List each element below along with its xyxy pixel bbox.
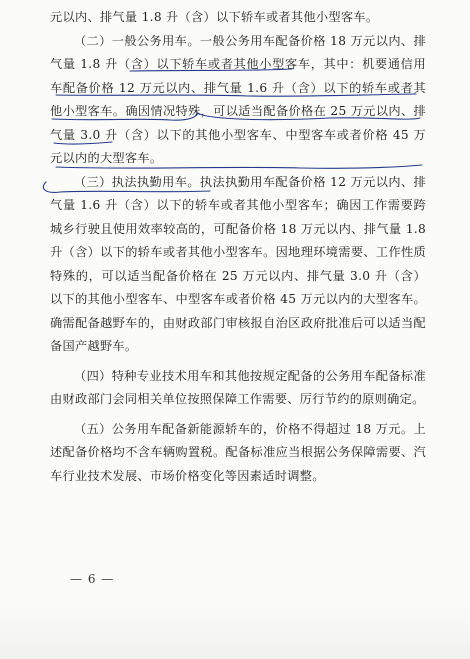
page-number: — 6 —: [70, 572, 115, 586]
paragraph-general-vehicles: （二）一般公务用车。一般公务用车配备价格 18 万元以内、排气量 1.8 升（含）以下轿车或者其他小型客车，其中：机要通信用车配备价格 12 万元以内、排气量 1.6 升（含）以下的轿车或者其他小型客车。确因情况特殊，可以适当配备价格在 25 万元以内、排气量 3.0 升（含）以下的其他小型客车、中型客车或者价格 45 万元以内的大型客车。: [50, 33, 426, 165]
paragraph-law-enforcement-vehicles: （三）执法执勤用车。执法执勤用车配备价格 12 万元以内、排气量 1.6 升（含）以下的轿车或者其他小型客车；确因工作需要跨城乡行驶且使用效率较高的，可配备价格 18 万元以内、排气量 1.8 升（含）以下的轿车或者其他小型客车。因地理环境需要、工作性质特殊的，可以适当配备价格在 25 万元以内、排气量 3.0 升（含）以下的其他小型客车、中型客车或者价格 45 万元以内的大型客车。确需配备越野车的，由财政部门审核报自治区政府批准后可以适当配备国产越野车。: [50, 174, 426, 353]
page-bottom-shade: [0, 599, 470, 659]
paragraph-continuation: 元以内、排气量 1.8 升（含）以下轿车或者其他小型客车。: [50, 10, 379, 24]
paragraph-special-vehicles: （四）特种专业技术用车和其他按规定配备的公务用车配备标准由财政部门会同相关单位按照保障工作需要、厉行节约的原则确定。: [50, 368, 426, 406]
paragraph-new-energy-vehicles: （五）公务用车配备新能源轿车的，价格不得超过 18 万元。上述配备价格均不含车辆购置税。配备标准应当根据公务保障需要、汽车行业技术发展、市场价格变化等因素适时调整。: [50, 421, 426, 483]
